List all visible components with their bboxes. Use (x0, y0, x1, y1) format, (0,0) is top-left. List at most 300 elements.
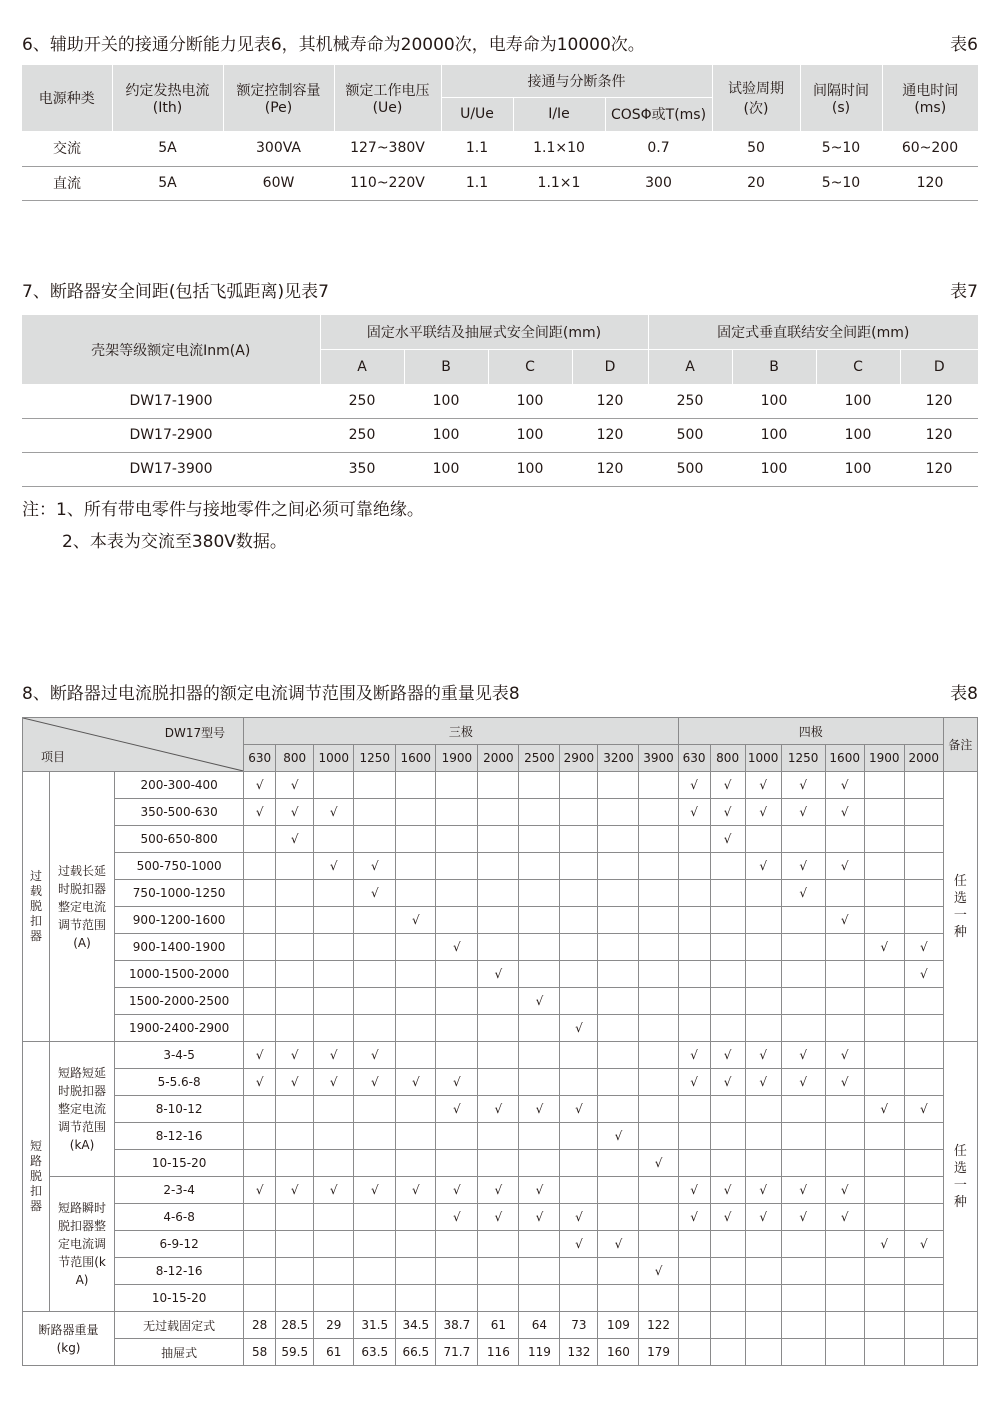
check-cell (276, 1258, 314, 1285)
check-cell (825, 1015, 864, 1042)
cell: 50 (712, 131, 800, 166)
check-cell (314, 1015, 354, 1042)
check-cell: √ (678, 1177, 710, 1204)
check-cell (678, 1123, 710, 1150)
check-cell (436, 988, 478, 1015)
cell: 60W (223, 166, 334, 200)
check-cell (864, 826, 904, 853)
check-cell: √ (825, 799, 864, 826)
check-cell: √ (519, 988, 560, 1015)
table-row: DW17-1900 250 100 100 120 250 100 100 120 (22, 384, 978, 418)
check-cell: √ (710, 799, 745, 826)
weight-value: 38.7 (436, 1312, 478, 1339)
check-cell (560, 1285, 598, 1312)
check-cell (396, 934, 436, 961)
check-cell (745, 826, 781, 853)
check-cell (478, 988, 519, 1015)
check-cell (904, 1258, 943, 1285)
check-cell (519, 1231, 560, 1258)
check-cell (478, 1042, 519, 1069)
check-cell: √ (314, 1177, 354, 1204)
check-cell (519, 772, 560, 799)
range-cell: 1000-1500-2000 (115, 961, 244, 988)
corner-cell (23, 718, 244, 772)
check-cell: √ (781, 853, 825, 880)
check-cell (244, 880, 276, 907)
cell: 5~10 (800, 166, 882, 200)
check-cell (560, 1177, 598, 1204)
check-cell (745, 880, 781, 907)
table-6-number: 表6 (950, 35, 978, 55)
cell: 1.1 (441, 131, 513, 166)
check-cell (244, 1231, 276, 1258)
check-cell (864, 1042, 904, 1069)
check-cell (276, 1096, 314, 1123)
group-label (23, 772, 50, 1042)
check-cell (276, 1150, 314, 1177)
table-row (23, 1285, 978, 1312)
remark-text: 任选一种 (953, 873, 967, 940)
check-cell: √ (678, 1042, 710, 1069)
check-cell (598, 826, 639, 853)
check-cell (710, 853, 745, 880)
check-cell (745, 1123, 781, 1150)
check-cell (244, 853, 276, 880)
check-cell (745, 1015, 781, 1042)
check-cell (519, 853, 560, 880)
range-cell: 750-1000-1250 (115, 880, 244, 907)
check-cell (354, 1150, 396, 1177)
section-7-title: 7、断路器安全间距(包括飞弧距离)见表7 (22, 282, 329, 302)
cell: 120 (882, 166, 978, 200)
check-cell (354, 1231, 396, 1258)
check-cell: √ (396, 1177, 436, 1204)
check-cell: √ (745, 1042, 781, 1069)
range-cell: 8-12-16 (115, 1123, 244, 1150)
four-pole-header: 四极 (678, 718, 943, 745)
check-cell: √ (745, 1177, 781, 1204)
check-cell (639, 1015, 678, 1042)
check-cell: √ (598, 1123, 639, 1150)
weight-value: 28.5 (276, 1312, 314, 1339)
check-cell (598, 1015, 639, 1042)
check-cell (354, 1285, 396, 1312)
check-cell (710, 961, 745, 988)
check-cell (598, 961, 639, 988)
check-cell (598, 1069, 639, 1096)
range-cell: 4-6-8 (115, 1204, 244, 1231)
check-cell (678, 1015, 710, 1042)
check-cell (598, 988, 639, 1015)
empty-cell (745, 1339, 781, 1366)
header-power-type: 电源种类 (22, 65, 112, 131)
check-cell (598, 1150, 639, 1177)
check-cell (745, 1231, 781, 1258)
check-cell (825, 1231, 864, 1258)
check-cell: √ (825, 907, 864, 934)
header-horizontal: 固定水平联结及抽屉式安全间距(mm) (320, 315, 648, 349)
check-cell: √ (678, 1204, 710, 1231)
check-cell (864, 1177, 904, 1204)
table-row (23, 1150, 978, 1177)
check-cell (639, 826, 678, 853)
check-cell (639, 853, 678, 880)
check-cell (825, 880, 864, 907)
check-cell (314, 1285, 354, 1312)
check-cell (560, 772, 598, 799)
check-cell (354, 934, 396, 961)
range-cell: 1500-2000-2500 (115, 988, 244, 1015)
check-cell: √ (825, 1177, 864, 1204)
header-col-c: C (816, 349, 900, 384)
check-cell (314, 988, 354, 1015)
check-cell (560, 799, 598, 826)
table-7 (22, 315, 978, 487)
cell: 0.7 (605, 131, 712, 166)
check-cell: √ (825, 772, 864, 799)
header-cos: COSΦ或T(ms) (605, 97, 712, 131)
check-cell: √ (710, 1204, 745, 1231)
check-cell (745, 1096, 781, 1123)
check-cell: √ (314, 799, 354, 826)
check-cell: √ (276, 826, 314, 853)
check-cell (781, 1231, 825, 1258)
check-cell (710, 1285, 745, 1312)
check-cell: √ (314, 853, 354, 880)
check-cell: √ (314, 1069, 354, 1096)
note-1: 注：1、所有带电零件与接地零件之间必须可靠绝缘。 (22, 500, 424, 520)
check-cell (678, 1258, 710, 1285)
cell: 5A (112, 131, 223, 166)
check-cell (314, 961, 354, 988)
check-cell (354, 772, 396, 799)
check-cell (560, 1042, 598, 1069)
check-cell: √ (436, 1069, 478, 1096)
section-8-title: 8、断路器过电流脱扣器的额定电流调节范围及断路器的重量见表8 (22, 684, 520, 704)
weight-value: 160 (598, 1339, 639, 1366)
weight-value: 28 (244, 1312, 276, 1339)
check-cell: √ (276, 799, 314, 826)
header-col-d: D (933, 358, 945, 375)
check-cell: √ (781, 1042, 825, 1069)
check-cell (478, 1069, 519, 1096)
check-cell (560, 1150, 598, 1177)
check-cell (864, 1123, 904, 1150)
check-cell (396, 1231, 436, 1258)
check-cell (436, 772, 478, 799)
sub-label (50, 1177, 115, 1312)
check-cell (478, 934, 519, 961)
four-pole-rating: 1250 (781, 745, 825, 772)
check-cell (519, 826, 560, 853)
check-cell (639, 799, 678, 826)
check-cell (825, 934, 864, 961)
table-8 (22, 717, 978, 1366)
check-cell (639, 907, 678, 934)
check-cell (478, 1015, 519, 1042)
weight-value: 29 (314, 1312, 354, 1339)
range-cell: 200-300-400 (115, 772, 244, 799)
check-cell (436, 1258, 478, 1285)
check-cell (244, 1258, 276, 1285)
check-cell (710, 934, 745, 961)
header-col-a: A (320, 349, 404, 384)
header-frame-current: 壳架等级额定电流Inm(A) (22, 315, 320, 384)
check-cell (436, 907, 478, 934)
weight-value: 61 (314, 1339, 354, 1366)
check-cell (519, 1285, 560, 1312)
check-cell (825, 826, 864, 853)
weight-value: 64 (519, 1312, 560, 1339)
check-cell: √ (825, 1042, 864, 1069)
check-cell (710, 1258, 745, 1285)
three-pole-rating: 1600 (396, 745, 436, 772)
check-cell: √ (781, 1177, 825, 1204)
check-cell (678, 988, 710, 1015)
check-cell (781, 907, 825, 934)
check-cell: √ (678, 1069, 710, 1096)
range-cell: 1900-2400-2900 (115, 1015, 244, 1042)
range-cell: 900-1200-1600 (115, 907, 244, 934)
check-cell (864, 1015, 904, 1042)
table-row: DW17-2900 250 100 100 120 500 100 100 120 (22, 418, 978, 452)
check-cell (276, 907, 314, 934)
weight-label (23, 1312, 115, 1366)
table-row (23, 799, 978, 826)
check-cell (436, 853, 478, 880)
check-cell (825, 1150, 864, 1177)
weight-value: 58 (244, 1339, 276, 1366)
check-cell (745, 934, 781, 961)
three-pole-rating: 1900 (436, 745, 478, 772)
four-pole-rating: 1000 (745, 745, 781, 772)
check-cell: √ (478, 961, 519, 988)
empty-cell (943, 1339, 977, 1366)
check-cell: √ (396, 907, 436, 934)
check-cell: √ (710, 1069, 745, 1096)
table-row (23, 988, 978, 1015)
weight-value: 109 (598, 1312, 639, 1339)
cell: 1.1 (441, 166, 513, 200)
weight-value: 119 (519, 1339, 560, 1366)
check-cell (519, 1123, 560, 1150)
check-cell (436, 1015, 478, 1042)
check-cell (678, 880, 710, 907)
check-cell (904, 907, 943, 934)
check-cell (314, 1123, 354, 1150)
check-cell (519, 961, 560, 988)
cell: 127~380V (334, 131, 441, 166)
three-pole-rating: 2000 (478, 745, 519, 772)
check-cell (825, 1285, 864, 1312)
group-label-text: 过载脱扣器 (29, 869, 42, 943)
three-pole-rating: 3900 (639, 745, 678, 772)
check-cell (478, 799, 519, 826)
check-cell (396, 853, 436, 880)
check-cell (864, 1258, 904, 1285)
check-cell (710, 880, 745, 907)
check-cell (864, 961, 904, 988)
check-cell (396, 1204, 436, 1231)
corner-model-label: DW17型号 (164, 726, 226, 740)
check-cell: √ (244, 1177, 276, 1204)
check-cell (598, 1258, 639, 1285)
check-cell (639, 988, 678, 1015)
check-cell: √ (560, 1231, 598, 1258)
check-cell (276, 1015, 314, 1042)
check-cell (745, 1258, 781, 1285)
check-cell (639, 1042, 678, 1069)
header-col-c: C (488, 349, 572, 384)
check-cell: √ (560, 1096, 598, 1123)
weight-label-text: 断路器重量 (38, 1322, 99, 1337)
check-cell (396, 1042, 436, 1069)
check-cell (710, 1150, 745, 1177)
check-cell (519, 799, 560, 826)
check-cell (396, 1150, 436, 1177)
table-row (23, 772, 978, 799)
check-cell (864, 799, 904, 826)
check-cell (354, 799, 396, 826)
check-cell: √ (436, 1096, 478, 1123)
header-col-b: B (732, 349, 816, 384)
check-cell (244, 1285, 276, 1312)
check-cell (354, 1123, 396, 1150)
check-cell: √ (354, 853, 396, 880)
check-cell (904, 1015, 943, 1042)
check-cell (904, 1204, 943, 1231)
cell: 60~200 (882, 131, 978, 166)
check-cell: √ (825, 1069, 864, 1096)
check-cell (864, 880, 904, 907)
check-cell (904, 1150, 943, 1177)
check-cell (314, 880, 354, 907)
weight-value: 71.7 (436, 1339, 478, 1366)
check-cell: √ (519, 1204, 560, 1231)
check-cell (244, 826, 276, 853)
empty-cell (825, 1339, 864, 1366)
range-cell: 3-4-5 (115, 1042, 244, 1069)
check-cell (436, 1042, 478, 1069)
weight-type: 无过载固定式 (115, 1312, 244, 1339)
check-cell (478, 1150, 519, 1177)
check-cell: √ (560, 1015, 598, 1042)
check-cell: √ (244, 772, 276, 799)
check-cell (478, 826, 519, 853)
check-cell (745, 1150, 781, 1177)
check-cell: √ (354, 1069, 396, 1096)
empty-cell (745, 1312, 781, 1339)
check-cell (276, 934, 314, 961)
check-cell: √ (436, 934, 478, 961)
header-ith: 约定发热电流 (Ith) (112, 65, 223, 131)
range-cell: 10-15-20 (115, 1150, 244, 1177)
check-cell (478, 853, 519, 880)
check-cell (560, 1069, 598, 1096)
check-cell (244, 1015, 276, 1042)
check-cell: √ (436, 1204, 478, 1231)
check-cell (314, 1258, 354, 1285)
weight-row (23, 1312, 978, 1339)
check-cell: √ (781, 772, 825, 799)
check-cell (314, 1204, 354, 1231)
check-cell (710, 1015, 745, 1042)
check-cell (244, 961, 276, 988)
check-cell (560, 880, 598, 907)
check-cell: √ (478, 1204, 519, 1231)
cell: 5A (112, 166, 223, 200)
check-cell (436, 880, 478, 907)
section-8-heading (22, 682, 978, 706)
check-cell (354, 1096, 396, 1123)
check-cell (639, 1096, 678, 1123)
check-cell: √ (276, 772, 314, 799)
check-cell: √ (276, 1069, 314, 1096)
check-cell: √ (314, 1042, 354, 1069)
check-cell (781, 1258, 825, 1285)
check-cell: √ (781, 799, 825, 826)
check-cell: √ (864, 1096, 904, 1123)
weight-unit-text: (kg) (56, 1340, 81, 1355)
check-cell (745, 907, 781, 934)
check-cell: √ (396, 1069, 436, 1096)
check-cell (678, 1285, 710, 1312)
check-cell (244, 988, 276, 1015)
check-cell (598, 1096, 639, 1123)
check-cell (639, 1123, 678, 1150)
check-cell (354, 1015, 396, 1042)
check-cell (678, 907, 710, 934)
check-cell: √ (244, 1069, 276, 1096)
check-cell (598, 853, 639, 880)
check-cell (436, 1150, 478, 1177)
check-cell (639, 1177, 678, 1204)
table-row (23, 1123, 978, 1150)
check-cell (710, 907, 745, 934)
check-cell (396, 826, 436, 853)
check-cell (598, 934, 639, 961)
check-cell (678, 961, 710, 988)
cell: 直流 (22, 166, 112, 200)
check-cell (825, 1258, 864, 1285)
table-row (23, 1069, 978, 1096)
check-cell (781, 1285, 825, 1312)
table-row (23, 1231, 978, 1258)
section-6-heading (22, 33, 978, 57)
header-ue: 额定工作电压 (Ue) (334, 65, 441, 131)
check-cell (244, 1123, 276, 1150)
check-cell (904, 1123, 943, 1150)
table-7-number: 表7 (950, 282, 978, 302)
four-pole-rating: 800 (710, 745, 745, 772)
range-cell: 2-3-4 (115, 1177, 244, 1204)
check-cell: √ (904, 1231, 943, 1258)
check-cell (396, 1123, 436, 1150)
weight-value: 73 (560, 1312, 598, 1339)
check-cell (436, 961, 478, 988)
check-cell (478, 1258, 519, 1285)
check-cell (639, 880, 678, 907)
check-cell (710, 1123, 745, 1150)
check-cell: √ (781, 1204, 825, 1231)
check-cell (519, 1258, 560, 1285)
weight-value: 116 (478, 1339, 519, 1366)
table-row (23, 826, 978, 853)
check-cell (710, 1231, 745, 1258)
check-cell (436, 1123, 478, 1150)
check-cell (825, 1123, 864, 1150)
check-cell (904, 1042, 943, 1069)
